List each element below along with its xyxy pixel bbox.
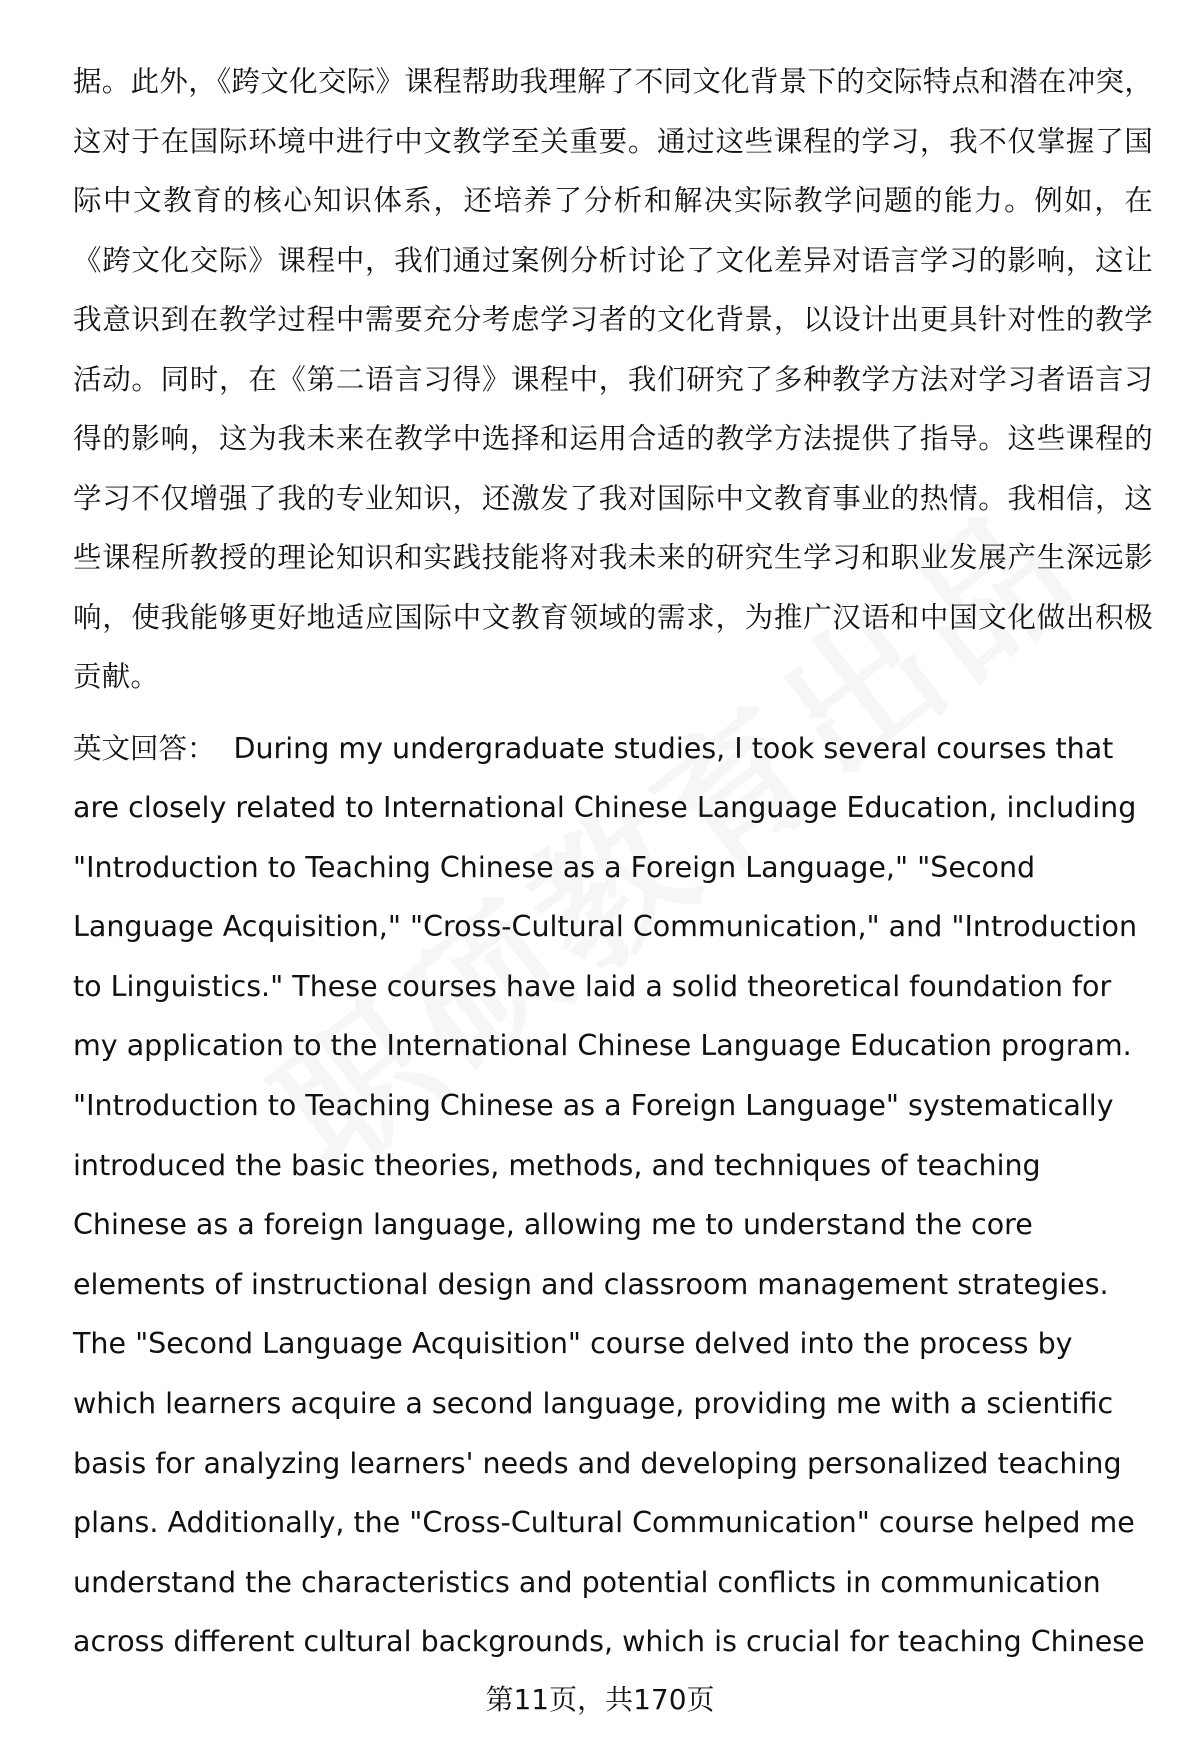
english-answer-label: 英文回答： bbox=[73, 731, 216, 765]
english-answer-text: During my undergraduate studies, I took several courses that are closely related to International Chinese Language Education, including "Introduction to Teaching Chinese as a Foreign Language," "Second Language Acquisition," "Cross-Cultural Communication," and "Introduction to Linguistics." These courses have laid a solid theoretical foundation for my application to the International Chinese Language Education program. "Introduction to Teaching Chinese as a Foreign Language" systematically introduced the basic theories, methods, and techniques of teaching Chinese as a foreign language, allowing me to understand the core elements of instructional design and classroom management strategies. The "Second Language Acquisition" course delved into the process by which learners acquire a second language, providing me with a scientific basis for analyzing learners' needs and developing personalized teaching plans. Additionally, the "Cross-Cultural Communication" course helped me understand the characteristics and potential conflicts in communication across different cultural backgrounds, which is crucial for teaching Chinese bbox=[73, 731, 1145, 1659]
page-number-footer: 第11页，共170页 bbox=[485, 1683, 715, 1716]
chinese-answer-paragraph: 据。此外，《跨文化交际》课程帮助我理解了不同文化背景下的交际特点和潜在冲突，这对于在国际环境中进行中文教学至关重要。通过这些课程的学习，我不仅掌握了国际中文教育的核心知识体系，还培养了分析和解决实际教学问题的能力。例如，在《跨文化交际》课程中，我们通过案例分析讨论了文化差异对语言学习的影响，这让我意识到在教学过程中需要充分考虑学习者的文化背景，以设计出更具针对性的教学活动。同时，在《第二语言习得》课程中，我们研究了多种教学方法对学习者语言习得的影响，这为我未来在教学中选择和运用合适的教学方法提供了指导。这些课程的学习不仅增强了我的专业知识，还激发了我对国际中文教育事业的热情。我相信，这些课程所教授的理论知识和实践技能将对我未来的研究生学习和职业发展产生深远影响，使我能够更好地适应国际中文教育领域的需求，为推广汉语和中国文化做出积极贡献。 bbox=[73, 65, 1153, 693]
english-answer-paragraph bbox=[73, 719, 1153, 1673]
document-body bbox=[73, 52, 1153, 1672]
